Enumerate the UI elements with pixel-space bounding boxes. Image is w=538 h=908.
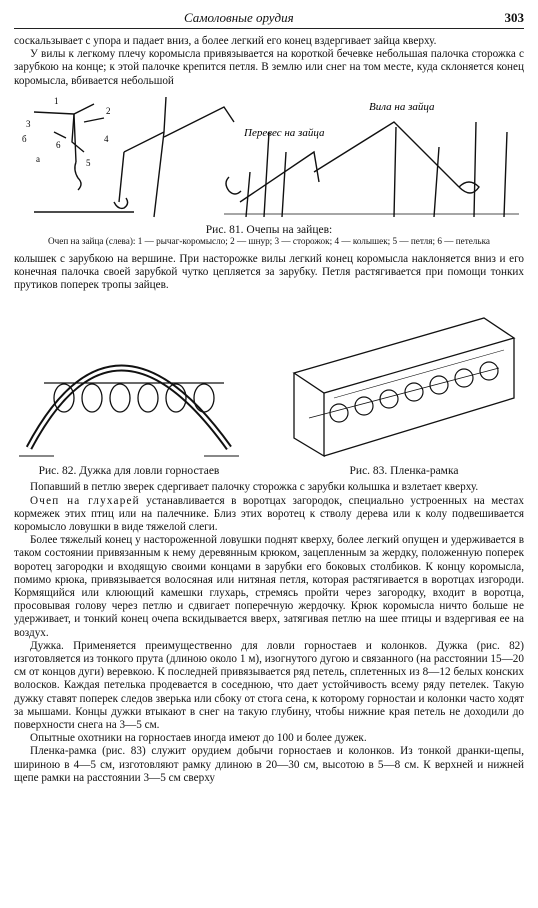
paragraph: Попавший в петлю зверек сдергивает палочку сторожка с зарубки колышка и взлетает кверху.: [30, 481, 479, 494]
page-number: 303: [504, 10, 524, 25]
snare-trees-illustration: [14, 92, 524, 222]
callout: б: [22, 133, 27, 144]
paragraph: колышек с зарубкою на вершине. При насторожке вилы легкий конец коромысла наклоняется вниз и его конечная палочка своей зарубкой чутко цепляется за зарубку. Петля растягивается при помощи тонких прутиков поперек тропы зайцев.: [14, 252, 524, 292]
fig81-caption: Рис. 81. Очепы на зайцев:: [205, 223, 333, 236]
paragraph-body: устанавливается в воротцах загородок, специально устроенных на местах кормежек этих птиц или на палечнике. Близ этих воротец к стволу дерева или к колу подвешивается коромысло ловушки в виде тяжелой слеги.: [14, 494, 524, 534]
paragraph: соскальзывает с упора и падает вниз, а более легкий его конец вздергивает зайца кверху.: [14, 35, 437, 47]
figure-83: [284, 298, 524, 477]
arch-snare-illustration: [14, 298, 244, 463]
paragraph: Более тяжелый конец у настороженной ловушки поднят кверху, более легкий опущен и удерживается в таком состоянии привязанным к нему деревянным крюком, зацепленным за жердку, положенную поперек воротец загородки и входящую своими концами в зарубки его боковых столбиков. К концу коромысла, помимо крюка, привязывается волосяная или нитяная петля, которая растягивается в воротцах изгороди. Кормящийся или клюющий камешки глухарь, стремясь пройти через загородку, входит в воротца, просовывая голову через петлю и сдвигает поперечную жердочку. Крюк коромысла ничто больше не удерживает, и тонкий конец очепа вскидывается вверх, затягивая петлю на шее птицы и вздергивая ее на воздух.: [14, 534, 524, 639]
callout: 4: [104, 133, 109, 144]
running-title: Самоловные орудия: [184, 10, 294, 25]
paragraph-lead: Очеп на глухарей: [30, 494, 140, 507]
fig81-label-b: Перевес на зайца: [244, 126, 325, 139]
paragraph: [14, 495, 524, 535]
paragraph: Дужка. Применяется преимущественно для ловли горностаев и колонков. Дужка (рис. 82) изготовляется из тонкого прута (длиною около 1 м), изогнутого дугою и связанного (на расстоянии 15—20 см от концов дуги) веревкою. К последней привязывается ряд петель, сплетенных из 8—12 белых конских волосков. Каждая петелька продевается в соседнюю, что дает устойчивость всему ряду петелек. Такую дужку ставят поперек следов зверька или сбоку от стога сена, к которому горностаи и колонки часто ходят за мышами. Концы дужки втыкают в снег на такую глубину, чтобы нижние края петель не доходили до поверхности снега на 3—5 см.: [14, 639, 524, 732]
book-page: [14, 6, 524, 785]
fig81-label-a: Вила на зайца: [369, 100, 435, 113]
callout: 5: [86, 157, 91, 168]
fig83-caption: Рис. 83. Пленка-рамка: [349, 465, 459, 478]
fig81-legend: Очеп на зайца (слева): 1 — рычаг-коромысло; 2 — шнур; 3 — сторожок; 4 — колышек; 5 — петля; 6 — петелька: [48, 235, 490, 246]
paragraph: У вилы к легкому плечу коромысла привязывается на короткой бечевке небольшая палочка сторожка с зарубкою на конце; к этой палочке крепится петля. В землю или снег на том месте, куда склоняется конец коромысла, вбивается небольшой: [14, 48, 524, 87]
paragraph: Пленка-рамка (рис. 83) служит орудием добычи горностаев и колонков. Из тонкой дранки-щепы, шириною в 4—5 см, изготовляют рамку длиною в 20—30 см, высотою в 5—8 см. К верхней и нижней щепе рамки на расстоянии 3—5 см сверху: [14, 745, 524, 784]
callout: а: [36, 153, 40, 164]
paragraph: Опытные охотники на горностаев иногда имеют до 100 и более дужек.: [30, 732, 367, 745]
figure-81: [14, 92, 524, 247]
figure-row: [14, 298, 524, 477]
callout: 6: [56, 139, 61, 150]
callout: 3: [26, 118, 31, 129]
callout: 1: [54, 95, 59, 106]
fig82-caption: Рис. 82. Дужка для ловли горностаев: [38, 465, 220, 478]
figure-82: [14, 298, 244, 477]
callout: 2: [106, 105, 111, 116]
page-header: [14, 6, 524, 29]
frame-snare-illustration: [284, 298, 524, 463]
